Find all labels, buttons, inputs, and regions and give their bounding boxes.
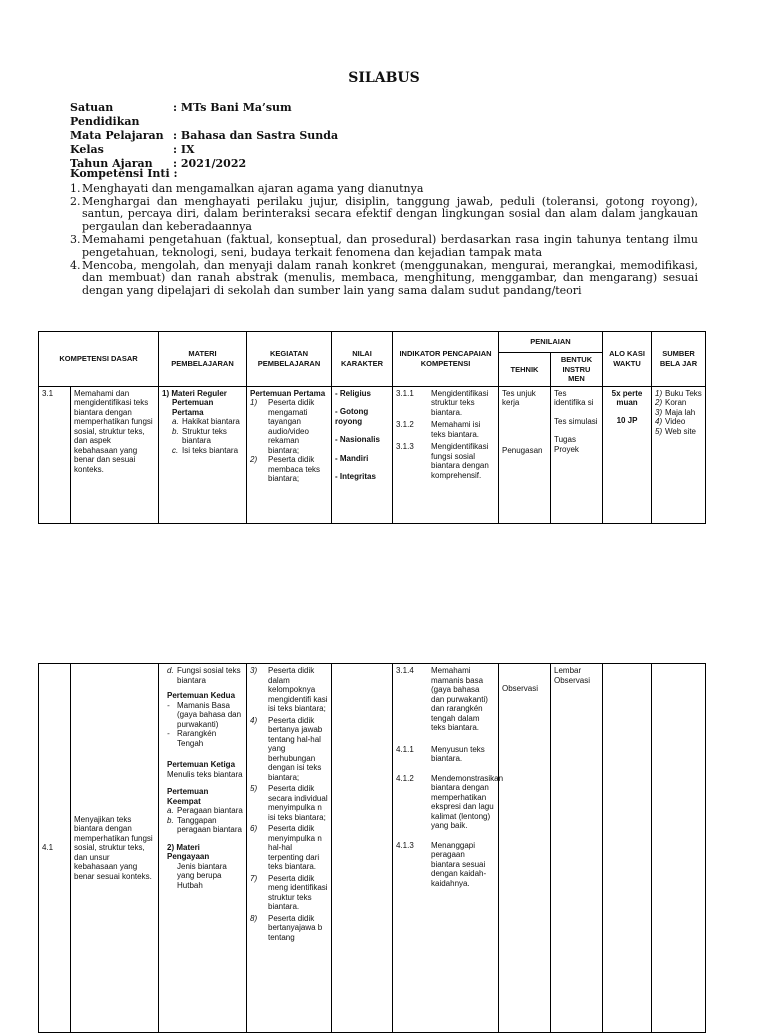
nilai-karakter-cell bbox=[332, 386, 393, 523]
identity-label: Tahun Ajaran bbox=[70, 157, 153, 170]
indikator-item-text: Memahami mamanis basa (gaya bahasa dan purwakanti) dan rarangkén tengah dalam teks biantara. bbox=[431, 666, 488, 732]
kegiatan-item bbox=[250, 455, 328, 484]
nilai-karakter-item: - Mandiri bbox=[335, 453, 369, 463]
materi-cell bbox=[159, 386, 247, 523]
indikator-cell bbox=[393, 664, 504, 1033]
materi-pengayaan-title: 2) Materi Pengayaan bbox=[167, 842, 210, 861]
kompetensi-inti-item bbox=[70, 234, 698, 260]
kegiatan-item-number: 4) bbox=[250, 715, 258, 725]
kegiatan-item-number: 7) bbox=[250, 873, 258, 883]
sumber-item bbox=[655, 427, 702, 437]
kompetensi-inti-text: Menghargai dan menghayati perilaku jujur, disiplin, tanggung jawab, peduli (toleransi, gotong royong), santun, percaya diri, dalam berinteraksi secara efektif dengan lingkungan sosial dan alam dalam jangkauan pergaulan dan keberadaannya bbox=[82, 194, 698, 234]
kompetensi-inti-number: 4. bbox=[70, 258, 81, 272]
indikator-item bbox=[396, 666, 495, 733]
sumber-item-text: Web site bbox=[665, 426, 696, 436]
materi-item-text: Tanggapan peragaan biantara bbox=[177, 815, 242, 834]
indikator-item-text: Mengidentifikasi struktur teks biantara. bbox=[431, 388, 489, 417]
identity-block bbox=[70, 101, 338, 171]
sumber-item bbox=[655, 398, 702, 408]
materi-item-number: - bbox=[167, 700, 170, 710]
alokasi-cell bbox=[603, 664, 652, 1033]
bentuk-item: Tes identifika si bbox=[554, 388, 594, 407]
indikator-item-number: 3.1.4 bbox=[396, 666, 414, 675]
kegiatan-item-number: 6) bbox=[250, 824, 258, 833]
header-kegiatan: KEGIATAN PEMBELAJARAN bbox=[247, 332, 332, 387]
kd-number: 3.1 bbox=[39, 386, 71, 523]
indikator-item-text: Memahami isi teks biantara. bbox=[431, 420, 481, 439]
indikator-item bbox=[396, 745, 495, 764]
kegiatan-item bbox=[250, 914, 328, 943]
kegiatan-meeting-title: Pertemuan Pertama bbox=[250, 388, 326, 398]
kegiatan-item-number: 8) bbox=[250, 913, 258, 923]
identity-label: Mata Pelajaran bbox=[70, 129, 164, 142]
kompetensi-inti-number: 2. bbox=[70, 194, 81, 208]
materi-pengayaan-text: Jenis biantara yang berupa Hutbah bbox=[177, 861, 227, 890]
sumber-cell bbox=[652, 386, 706, 523]
materi-item-text: Rarangkén Tengah bbox=[177, 729, 217, 748]
indikator-item bbox=[396, 773, 504, 831]
bentuk-cell bbox=[551, 386, 603, 523]
nilai-karakter-item: - Nasionalis bbox=[335, 435, 380, 444]
kompetensi-inti-text: Menghayati dan mengamalkan ajaran agama yang dianutnya bbox=[82, 181, 424, 195]
indikator-item bbox=[396, 420, 495, 439]
kegiatan-item-text: Peserta didik menyimpulka n hal-hal terpenting dari teks biantara. bbox=[268, 824, 322, 871]
identity-label: Satuan Pendidikan bbox=[70, 101, 140, 128]
header-nilai-karakter: NILAI KARAKTER bbox=[332, 332, 393, 387]
header-materi: MATERI PEMBELAJARAN bbox=[159, 332, 247, 387]
alokasi-jp: 10 JP bbox=[616, 415, 638, 425]
kd-text: Menyajikan teks biantara dengan memperhatikan fungsi sosial, struktur teks, dan unsur kebahasaan yang benar sesuai konteks. bbox=[71, 664, 159, 1033]
kompetensi-inti-list bbox=[70, 183, 698, 298]
kompetensi-inti-number: 3. bbox=[70, 232, 81, 246]
kompetensi-inti-number: 1. bbox=[70, 181, 81, 195]
materi-item-text: Isi teks biantara bbox=[182, 445, 239, 455]
bentuk-item: Tugas Proyek bbox=[554, 435, 579, 454]
materi-item bbox=[167, 816, 243, 835]
nilai-karakter-cell bbox=[332, 664, 393, 1033]
kegiatan-item bbox=[250, 784, 328, 822]
identity-label: Kelas bbox=[70, 143, 104, 156]
kompetensi-inti bbox=[70, 168, 698, 298]
kegiatan-item bbox=[250, 398, 328, 455]
kegiatan-item-number: 5) bbox=[250, 784, 258, 793]
kegiatan-item bbox=[250, 874, 328, 912]
kompetensi-inti-item bbox=[70, 183, 698, 196]
materi-item-number: - bbox=[167, 729, 170, 738]
sumber-item bbox=[655, 389, 702, 399]
sumber-item-number: 5) bbox=[655, 426, 663, 436]
indikator-item bbox=[396, 841, 495, 889]
bentuk-cell: Lembar Observasi bbox=[551, 664, 603, 1033]
indikator-item-number: 3.1.2 bbox=[396, 420, 414, 429]
sumber-item-number: 2) bbox=[655, 398, 663, 407]
kegiatan-item bbox=[250, 666, 328, 714]
kd-number: 4.1 bbox=[39, 664, 71, 1033]
identity-row bbox=[70, 101, 338, 129]
identity-row bbox=[70, 129, 338, 143]
kompetensi-inti-text: Mencoba, mengolah, dan menyaji dalam ranah konkret (menggunakan, mengurai, merangkai, memodifikasi, dan membuat) dan ranah abstrak (menulis, membaca, menghitung, menggambar, dan mengarang) sesuai dengan yang dipelajari di sekolah dan sumber lain yang sama dalam sudut pandang/teori bbox=[82, 258, 698, 298]
sumber-item-text: Koran bbox=[665, 398, 687, 407]
materi-ketiga-title: Pertemuan Ketiga bbox=[167, 760, 236, 769]
sumber-item-text: Maja lah bbox=[665, 407, 696, 417]
kegiatan-item-text: Peserta didik mengamati tayangan audio/video rekaman biantara; bbox=[268, 398, 315, 455]
identity-value: : IX bbox=[173, 143, 195, 156]
teknik-cell bbox=[499, 664, 551, 1033]
sumber-item-number: 3) bbox=[655, 407, 663, 417]
kegiatan-item-text: Peserta didik bertanyajawa b tentang bbox=[268, 913, 323, 942]
sumber-item bbox=[655, 408, 702, 418]
materi-item bbox=[167, 729, 243, 748]
kompetensi-inti-heading: Kompetensi Inti : bbox=[70, 167, 178, 180]
indikator-item-number: 3.1.3 bbox=[396, 442, 414, 451]
kegiatan-item-number: 3) bbox=[250, 666, 258, 675]
sumber-item bbox=[655, 417, 702, 427]
kegiatan-item bbox=[250, 716, 328, 783]
materi-item bbox=[172, 417, 243, 427]
nilai-karakter-item: - Gotong royong bbox=[335, 407, 369, 426]
kegiatan-item-text: Peserta didik bertanya jawab tentang hal-hal yang berhubungan dengan isi teks biantara; bbox=[268, 715, 323, 782]
kompetensi-inti-text: Memahami pengetahuan (faktual, konseptual, dan prosedural) berdasarkan rasa ingin tahunya tentang ilmu pengetahuan, teknologi, seni, budaya terkait fenomena dan kejadian tampak mata bbox=[82, 232, 698, 259]
materi-item-text: Struktur teks biantara bbox=[182, 426, 227, 445]
indikator-item-text: Menyusun teks biantara. bbox=[431, 744, 485, 763]
materi-item bbox=[167, 701, 243, 730]
header-indikator: INDIKATOR PENCAPAIAN KOMPETENSI bbox=[393, 332, 499, 387]
materi-item-text: Hakikat biantara bbox=[182, 417, 240, 426]
header-alokasi-waktu: ALO KASI WAKTU bbox=[603, 332, 652, 387]
indikator-item bbox=[396, 389, 495, 418]
alokasi-meetings: 5x perte muan bbox=[611, 388, 643, 407]
kegiatan-item-text: Peserta didik dalam kelompoknya mengidentifi kasi isi teks biantara; bbox=[268, 666, 328, 713]
kompetensi-inti-item bbox=[70, 260, 698, 298]
header-teknik: TEHNIK bbox=[499, 353, 551, 387]
materi-item-number: a. bbox=[167, 806, 174, 815]
indikator-item-text: Menanggapi peragaan biantara sesuai dengan kaidah-kaidahnya. bbox=[431, 840, 487, 888]
materi-meeting-title: Pertemuan Pertama bbox=[172, 398, 214, 417]
sumber-cell bbox=[652, 664, 706, 1033]
identity-value: : 2021/2022 bbox=[173, 157, 247, 170]
kegiatan-cell bbox=[247, 386, 332, 523]
kegiatan-item-number: 2) bbox=[250, 455, 258, 464]
header-kompetensi-dasar: KOMPETENSI DASAR bbox=[39, 332, 159, 387]
teknik-cell bbox=[499, 386, 551, 523]
identity-value: : MTs Bani Ma’sum bbox=[173, 101, 292, 114]
teknik-item: Penugasan bbox=[502, 445, 543, 455]
indikator-cell bbox=[393, 386, 499, 523]
materi-item bbox=[172, 427, 243, 446]
kegiatan-item-text: Peserta didik secara individual menyimpulka n isi teks biantara; bbox=[268, 784, 328, 822]
indikator-item-number: 4.1.1 bbox=[396, 744, 414, 754]
indikator-item-number: 4.1.3 bbox=[396, 840, 414, 850]
sumber-item-text: Video bbox=[665, 417, 686, 426]
syllabus-table-page1 bbox=[38, 331, 706, 524]
materi-reguler-title: 1) Materi Reguler bbox=[162, 388, 227, 398]
kegiatan-cell bbox=[247, 664, 332, 1033]
materi-item-number: a. bbox=[172, 417, 179, 426]
teknik-item: Tes unjuk kerja bbox=[502, 388, 536, 407]
materi-item-number: b. bbox=[172, 426, 179, 436]
header-sumber-belajar: SUMBER BELA JAR bbox=[652, 332, 706, 387]
identity-row bbox=[70, 143, 338, 157]
header-penilaian: PENILAIAN bbox=[499, 332, 603, 353]
sumber-item-number: 1) bbox=[655, 388, 663, 398]
materi-item-number: c. bbox=[172, 445, 179, 455]
materi-keempat-title: Pertemuan Keempat bbox=[167, 787, 209, 806]
identity-value: : Bahasa dan Sastra Sunda bbox=[173, 129, 339, 142]
kegiatan-item-text: Peserta didik meng identifikasi struktur teks biantara. bbox=[268, 873, 328, 911]
materi-item-text: Peragaan biantara bbox=[177, 806, 243, 815]
materi-kedua-title: Pertemuan Kedua bbox=[167, 691, 236, 700]
materi-item-number: b. bbox=[167, 815, 174, 825]
materi-ketiga-text: Menulis teks biantara bbox=[167, 769, 243, 779]
header-bentuk-instrumen: BENTUK INSTRU MEN bbox=[551, 353, 603, 387]
materi-cell bbox=[159, 664, 247, 1033]
materi-item-text: Mamanis Basa (gaya bahasa dan purwakanti) bbox=[177, 700, 242, 729]
kompetensi-inti-item bbox=[70, 196, 698, 234]
sumber-item-text: Buku Teks bbox=[665, 388, 702, 398]
kd-text: Memahami dan mengidentifikasi teks biantara dengan memperhatikan fungsi sosial, struktur teks, dan aspek kebahasaan yang benar dan sesuai konteks. bbox=[71, 386, 159, 523]
indikator-item bbox=[396, 442, 495, 480]
nilai-karakter-item: - Religius bbox=[335, 388, 372, 398]
syllabus-table-page2 bbox=[38, 663, 706, 1033]
sumber-item-number: 4) bbox=[655, 417, 663, 426]
teknik-item: Observasi bbox=[502, 684, 539, 693]
indikator-item-text: Mendemonstrasikan biantara dengan memperhatikan ekspresi dan lagu kalimat (lentong) yang baik. bbox=[431, 773, 504, 830]
nilai-karakter-item: - Integritas bbox=[335, 472, 376, 481]
bentuk-item: Tes simulasi bbox=[554, 416, 598, 426]
alokasi-cell bbox=[603, 386, 652, 523]
kegiatan-item-text: Peserta didik membaca teks biantara; bbox=[268, 455, 321, 483]
materi-item bbox=[167, 806, 243, 816]
materi-item bbox=[172, 446, 243, 456]
materi-item: d. Fungsi sosial teks biantara bbox=[167, 666, 241, 685]
indikator-item-number: 3.1.1 bbox=[396, 388, 414, 398]
document-title: SILABUS bbox=[348, 70, 420, 86]
kegiatan-item bbox=[250, 824, 328, 872]
kegiatan-item-number: 1) bbox=[250, 398, 258, 407]
indikator-item-number: 4.1.2 bbox=[396, 773, 414, 783]
indikator-item-text: Mengidentifikasi fungsi sosial biantara dengan komprehensif. bbox=[431, 442, 489, 480]
